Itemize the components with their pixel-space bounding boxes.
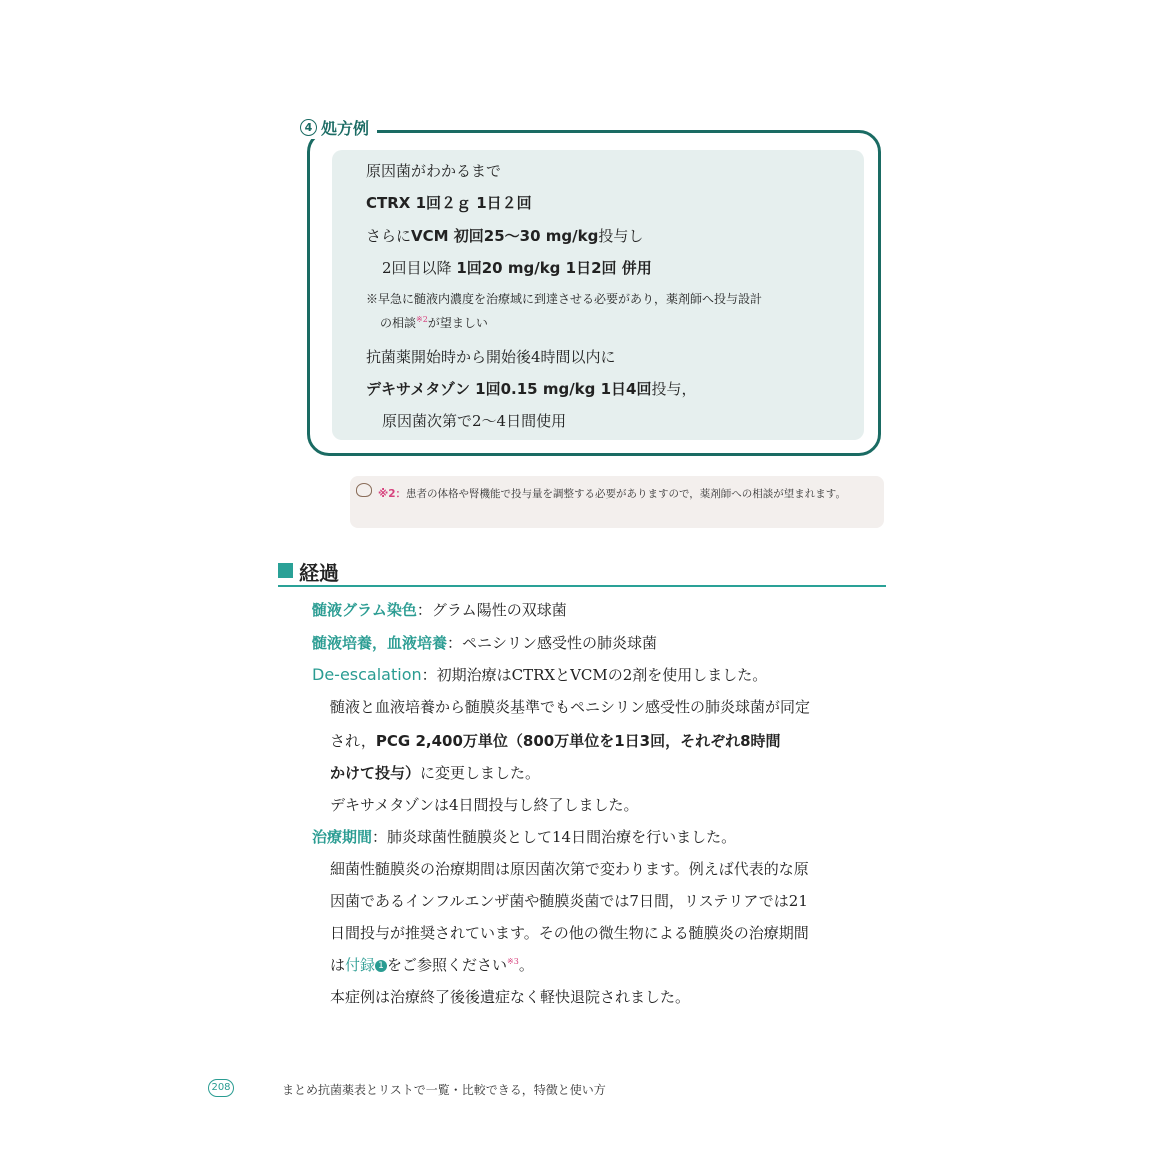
rx-line-3: さらにVCM 初回25～30 mg/kg投与し: [366, 227, 644, 245]
rx-note-2: の相談$^{※2}$が望ましい: [380, 315, 488, 330]
rx-line-5: 抗菌薬開始時から開始後4時間以内に: [366, 348, 616, 366]
rx-note-1: ※早急に髄液内濃度を治療域に到達させる必要があり，薬剤師へ投与設計: [366, 292, 763, 306]
pointing-hand-icon: [356, 483, 372, 497]
section-marker: [278, 563, 293, 578]
rx-line-1: 原因菌がわかるまで: [366, 162, 502, 180]
page-number: 208: [208, 1079, 234, 1097]
progress-deesc-body-1: 髄液と血液培養から髄膜炎基準でもペニシリン感受性の肺炎球菌が同定: [330, 698, 811, 716]
running-footer: まとめ抗菌薬表とリストで一覧・比較できる，特徴と使い方: [282, 1083, 606, 1097]
appendix-link[interactable]: 付録: [345, 956, 376, 974]
progress-duration-body-3: 日間投与が推奨されています。その他の微生物による髄膜炎の治療期間: [330, 924, 809, 942]
rx-line-7: 原因菌次第で2～4日間使用: [382, 412, 567, 430]
progress-duration-body-4: は付録 1 をご参照ください$^{※3}$。: [330, 956, 534, 974]
progress-duration-body-5: 本症例は治療終了後後遺症なく軽快退院されました。: [330, 988, 691, 1006]
prescription-heading: [296, 116, 377, 139]
progress-item-duration: 治療期間：肺炎球菌性髄膜炎として14日間治療を行いました。: [312, 828, 737, 846]
heading-text: 処方例: [321, 119, 370, 138]
progress-item-gram-stain: 髄液グラム染色：グラム陽性の双球菌: [312, 601, 567, 619]
memo-text: ※2：患者の体格や腎機能で投与量を調整する必要がありますので，薬剤師への相談が望まれます。: [378, 488, 846, 500]
progress-deesc-body-2: され，PCG 2,400万単位（800万単位を1日3回，それぞれ8時間: [330, 732, 781, 750]
progress-deesc-body-3: かけて投与）に変更しました。: [330, 764, 541, 782]
progress-duration-body-1: 細菌性髄膜炎の治療期間は原因菌次第で変わります。例えば代表的な原: [330, 860, 809, 878]
section-rule: [278, 585, 886, 587]
rx-line-6: デキサメタゾン 1回0.15 mg/kg 1日4回投与，: [366, 380, 697, 398]
progress-duration-body-2: 因菌であるインフルエンザ菌や髄膜炎菌では7日間，リステリアでは21: [330, 892, 808, 910]
rx-line-2: CTRX 1回２ｇ 1日２回: [366, 194, 532, 212]
heading-number: 4: [300, 119, 317, 136]
rx-line-4: 2回目以降 1回20 mg/kg 1日2回 併用: [382, 259, 652, 277]
appendix-number-badge: 1: [375, 960, 387, 972]
section-title: 経過: [299, 561, 339, 585]
progress-deesc-body-4: デキサメタゾンは4日間投与し終了しました。: [330, 796, 639, 814]
progress-item-culture: 髄液培養，血液培養：ペニシリン感受性の肺炎球菌: [312, 634, 658, 652]
progress-item-deescalation: De-escalation：初期治療はCTRXとVCMの2剤を使用しました。: [312, 665, 768, 684]
